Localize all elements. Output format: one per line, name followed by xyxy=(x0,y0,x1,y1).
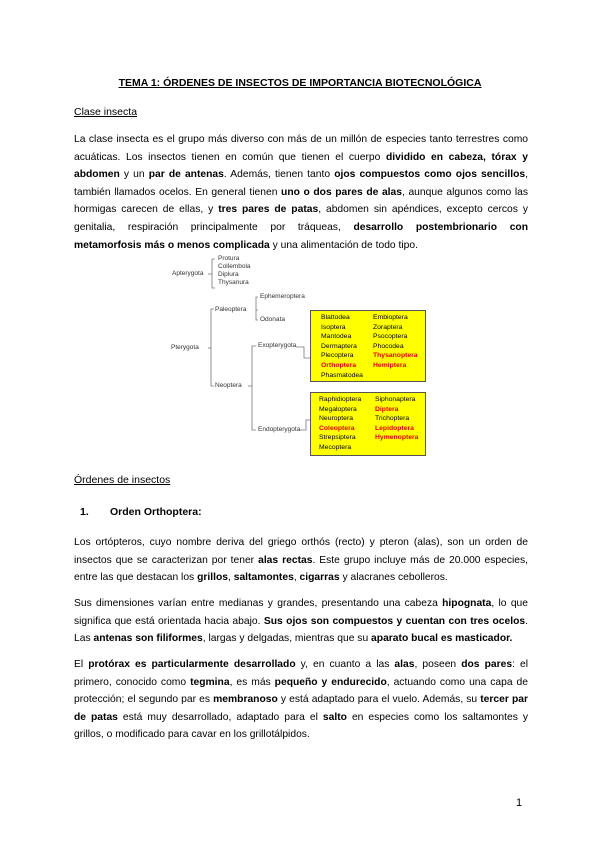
bold-text-run: protórax es particularmente desarrollado xyxy=(88,659,296,670)
bold-text-run: par de antenas xyxy=(148,169,224,181)
bold-text-run: membranoso xyxy=(213,694,278,706)
order-name: Phasmatodea xyxy=(321,371,363,379)
bold-text-run: aparato bucal es masticador. xyxy=(371,633,513,645)
apterygota-order: Diplura xyxy=(218,271,239,278)
paleoptera-label: Paleoptera xyxy=(215,306,247,313)
order-name: Psocoptera xyxy=(373,333,408,341)
intro-paragraph xyxy=(74,131,528,254)
ephemeroptera-label: Ephemeroptera xyxy=(260,293,305,300)
order-name: Mecoptera xyxy=(319,443,352,451)
exopterygota-column-1 xyxy=(321,313,363,380)
text-run: está muy desarrollado, adaptado para el xyxy=(117,711,323,723)
text-run: , abdomen sin apéndices, excepto cercos y genitalia, respiración principalmente por tráqueas, xyxy=(74,204,528,233)
order-name: Blattodea xyxy=(321,314,350,321)
text-run: , aunque algunos como las hormigas carecen de ellas, y xyxy=(74,186,528,216)
page-number: 1 xyxy=(516,797,523,809)
text-run: Los ortópteros, cuyo nombre deriva del griego orthós (recto) y pteron (alas), son un orden de insectos que se caracterizan por tener xyxy=(74,537,528,566)
text-run: , largas y delgadas, mientras que su xyxy=(202,633,372,645)
exopterygota-orders-box xyxy=(310,310,426,382)
text-run: . Además, tienen tanto xyxy=(223,169,335,181)
order-name-highlighted: Hymenoptera xyxy=(375,434,419,442)
document-title: TEMA 1: ÓRDENES DE INSECTOS DE IMPORTANCIA BIOTECNOLÓGICA xyxy=(118,77,482,89)
apterygota-order: Protura xyxy=(218,255,240,262)
order-name: Raphidioptera xyxy=(319,396,362,403)
bold-text-run: tres pares de patas xyxy=(218,204,319,216)
neoptera-label: Neoptera xyxy=(215,382,242,389)
order-name-highlighted: Lepidoptera xyxy=(375,424,414,432)
text-run: , xyxy=(293,572,300,584)
order-name: Trichoptera xyxy=(375,415,410,423)
order-name-highlighted: Hemiptera xyxy=(373,361,407,369)
order-name: Isoptera xyxy=(321,323,346,331)
text-run: y un xyxy=(119,169,149,181)
text-run: , xyxy=(227,572,234,584)
endopterygota-column-1 xyxy=(319,395,361,453)
orthoptera-paragraph-3 xyxy=(74,656,528,744)
orthoptera-paragraph-1 xyxy=(74,534,528,587)
text-run: , es más xyxy=(229,676,275,688)
order-name: Zoraptera xyxy=(373,323,403,331)
apterygota-label: Apterygota xyxy=(172,270,204,277)
order-name-highlighted: Diptera xyxy=(375,405,399,413)
order-name: Megaloptera xyxy=(319,405,357,413)
bold-text-run: alas rectas xyxy=(258,554,313,566)
bold-text-run: antenas son filiformes xyxy=(93,633,203,645)
bold-text-run: salto xyxy=(322,711,347,723)
bold-text-run: saltamontes xyxy=(233,572,294,584)
order-title: Orden Orthoptera: xyxy=(110,506,202,518)
bold-text-run: grillos xyxy=(197,572,228,584)
bold-text-run: dos pares xyxy=(461,659,513,670)
odonata-label: Odonata xyxy=(260,316,285,323)
bold-text-run: ojos compuestos como ojos sencillos xyxy=(334,169,526,181)
text-run: en especies como los saltamontes y grillos, o modificado para cavar en los grillotálpidos. xyxy=(74,711,529,741)
order-name: Plecoptera xyxy=(321,352,354,360)
bold-text-run: cigarras xyxy=(299,572,340,584)
order-name: Strepsiptera xyxy=(319,434,356,442)
text-run: , poseen xyxy=(414,659,462,670)
order-name-highlighted: Thysanoptera xyxy=(373,352,418,360)
section-heading-ordenes: Órdenes de insectos xyxy=(74,474,171,486)
pterygota-label: Pterygota xyxy=(171,344,199,351)
text-run: El xyxy=(74,659,89,670)
bold-text-run: dividido en cabeza, tórax y abdomen xyxy=(74,151,528,181)
bold-text-run: pequeño y endurecido xyxy=(274,676,387,688)
bold-text-run: desarrollo postembrionario con metamorfosis más o menos complicada xyxy=(74,221,528,251)
endopterygota-label: Endopterygota xyxy=(258,426,301,433)
endopterygota-orders-box xyxy=(310,392,426,456)
text-run: La clase insecta es el grupo más diverso con más de un millón de especies tanto terrestres como acuáticas. Los insectos tienen en común que tienen el cuerpo xyxy=(74,134,528,163)
text-run: : el primero, conocido como xyxy=(74,659,528,688)
order-orthoptera-heading xyxy=(80,506,202,518)
orthoptera-paragraph-2 xyxy=(74,595,528,648)
bold-text-run: uno o dos pares de alas xyxy=(281,186,402,198)
order-name: Mantodea xyxy=(321,333,352,341)
bold-text-run: tegmina xyxy=(190,676,230,688)
text-run: . Este grupo incluye más de 20.000 especies, entre las que destacan los xyxy=(74,554,528,584)
bold-text-run: Sus ojos son compuestos y cuentan con tres ocelos xyxy=(263,615,526,627)
order-name: Neuroptera xyxy=(319,415,354,423)
text-run: y, en cuanto a las xyxy=(295,659,395,670)
apterygota-order: Thysanura xyxy=(218,279,249,286)
text-run: . Las xyxy=(74,615,528,645)
order-name: Phocodea xyxy=(373,342,404,350)
text-run: Sus dimensiones varían entre medianas y grandes, presentando una cabeza xyxy=(74,598,443,609)
apterygota-order: Collembola xyxy=(218,263,251,270)
bold-text-run: hipognata xyxy=(442,598,492,609)
exopterygota-column-2 xyxy=(373,313,418,371)
text-run: , lo que significa que está orientada hacia abajo. xyxy=(74,598,528,627)
bold-text-run: alas xyxy=(394,659,415,670)
text-run: y una alimentación de todo tipo. xyxy=(269,239,418,251)
text-run: y alacranes cebolleros. xyxy=(339,572,448,584)
order-name-highlighted: Orthoptera xyxy=(321,361,357,369)
classification-diagram xyxy=(168,250,468,492)
exopterygota-label: Exopterygota xyxy=(258,342,297,349)
order-name-highlighted: Coleoptera xyxy=(319,424,355,432)
text-run: y está adaptado para el vuelo. Además, su xyxy=(277,694,481,706)
endopterygota-column-2 xyxy=(375,395,418,443)
order-name: Embioptera xyxy=(373,314,408,321)
order-name: Dermaptera xyxy=(321,342,357,350)
text-run: , también llamados ocelos. En general tienen xyxy=(74,169,528,198)
order-name: Siphonaptera xyxy=(375,396,416,403)
section-heading-clase-insecta: Clase insecta xyxy=(74,106,138,118)
bold-text-run: tercer par de patas xyxy=(74,694,528,723)
list-number: 1. xyxy=(80,506,89,518)
text-run: , actuando como una capa de protección; el segundo par es xyxy=(74,676,528,706)
